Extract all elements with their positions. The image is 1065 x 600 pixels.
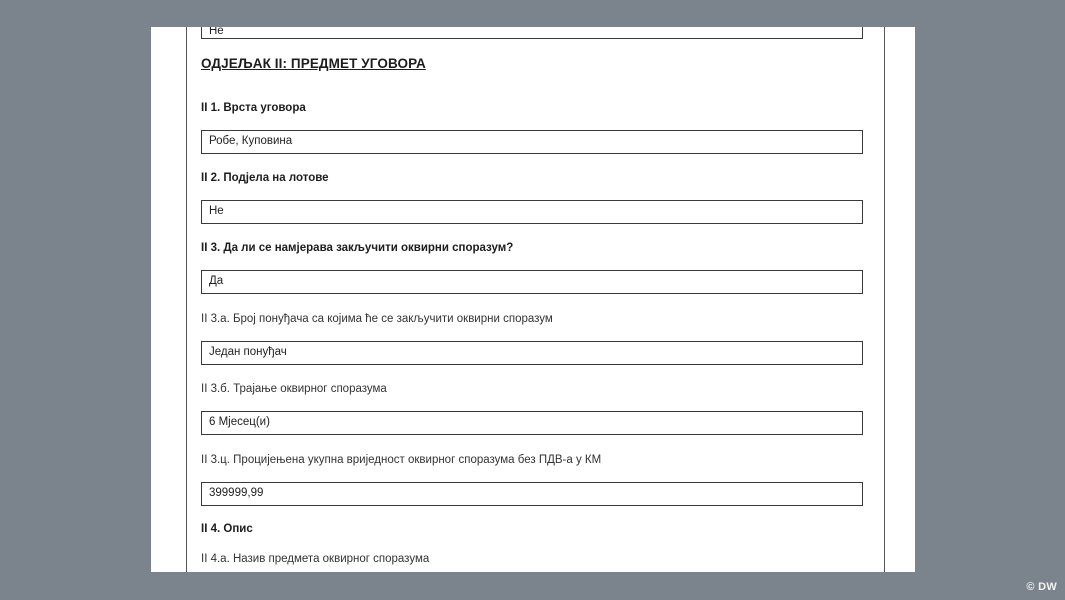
field-label-contract-type: II 1. Врста уговора bbox=[201, 102, 306, 114]
subsection-label-description: II 4. Опис bbox=[201, 523, 253, 535]
field-label-lots: II 2. Подјела на лотове bbox=[201, 172, 329, 184]
field-value-lots: Не bbox=[201, 200, 863, 224]
field-value-framework-agreement: Да bbox=[201, 270, 863, 294]
field-value-bidders-count: Један понуђач bbox=[201, 341, 863, 365]
field-label-estimated-value: II 3.ц. Процијењена укупна вриједност оквирног споразума без ПДВ-а у КМ bbox=[201, 454, 602, 466]
left-margin-rule bbox=[186, 27, 187, 572]
dw-watermark: © DW bbox=[1026, 581, 1057, 593]
field-value-duration: 6 Мјесец(и) bbox=[201, 411, 863, 435]
field-value-contract-type: Робе, Куповина bbox=[201, 130, 863, 154]
document-page bbox=[151, 27, 915, 572]
field-label-bidders-count: II 3.а. Број понуђача са којима ће се закључити оквирни споразум bbox=[201, 313, 553, 325]
section-title: ОДЈЕЉАК II: ПРЕДМЕТ УГОВОРА bbox=[201, 56, 426, 71]
top-field-value: Не bbox=[201, 27, 863, 39]
field-label-duration: II 3.б. Трајање оквирног споразума bbox=[201, 383, 387, 395]
field-value-estimated-value: 399999,99 bbox=[201, 482, 863, 506]
right-margin-rule bbox=[884, 27, 885, 572]
field-label-subject-name: II 4.а. Назив предмета оквирног споразума bbox=[201, 553, 430, 565]
field-label-framework-agreement: II 3. Да ли се намјерава закључити оквирни споразум? bbox=[201, 242, 514, 254]
